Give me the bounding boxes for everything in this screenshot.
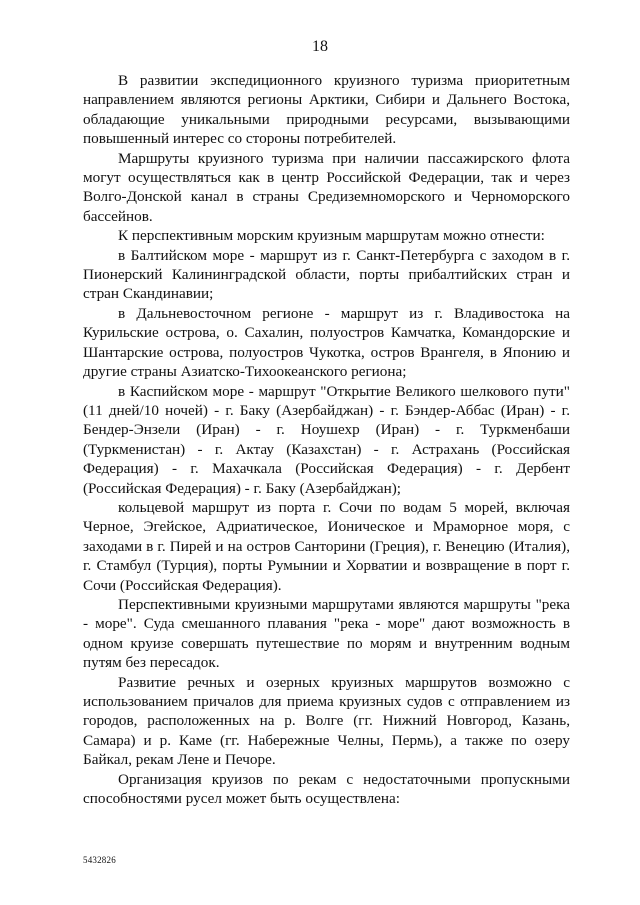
document-body <box>83 71 570 808</box>
paragraph-river-sea-routes: Перспективными круизными маршрутами являются маршруты "река - море". Суда смешанного плавания "река - море" дают возможность в одном круизе совершать путешествие по морям и внутренним водным путям без пересадок. <box>83 595 570 672</box>
paragraph-cruise-routes: Маршруты круизного туризма при наличии пассажирского флота могут осуществляться как в центр Российской Федерации, так и через Волго-Донской канал в страны Средиземноморского и Черноморского бассейнов. <box>83 149 570 225</box>
document-code: 5432826 <box>83 855 116 865</box>
paragraph-caspian-route: в Каспийском море - маршрут "Открытие Великого шелкового пути" (11 дней/10 ночей) - г. Баку (Азербайджан) - г. Бэндер-Аббас (Иран) - г. Бендер-Энзели (Иран) - г. Ноушехр (Иран) - г. Туркменбаши (Туркменистан) - г. Актау (Казахстан) - г. Астрахань (Российская Федерация) - г. Махачкала (Российская Федерация) - г. Дербент (Российская Федерация) - г. Баку (Азербайджан); <box>83 382 570 497</box>
paragraph-expedition-cruises: В развитии экспедиционного круизного туризма приоритетным направлением являются регионы Арктики, Сибири и Дальнего Востока, обладающие уникальными природными ресурсами, вызывающими повышенный интерес со стороны потребителей. <box>83 72 570 148</box>
paragraph-sea-routes-intro: К перспективным морским круизным маршрутам можно отнести: <box>118 227 545 245</box>
page-number: 18 <box>312 38 328 55</box>
paragraph-sochi-ring-route: кольцевой маршрут из порта г. Сочи по водам 5 морей, включая Черное, Эгейское, Адриатическое, Ионическое и Мраморное моря, с заходами в г. Пирей и на остров Санторини (Греция), г. Венецию (Италия), г. Стамбул (Турция), порты Румынии и Хорватии и возвращение в порт г. Сочи (Российская Федерация). <box>83 498 570 594</box>
paragraph-river-cruise-organization: Организация круизов по рекам с недостаточными пропускными способностями русел может быть осуществлена: <box>83 770 570 808</box>
paragraph-river-lake-routes: Развитие речных и озерных круизных маршрутов возможно с использованием причалов для приема круизных судов с отправлением из городов, расположенных на р. Волге (гг. Нижний Новгород, Казань, Самара) и р. Каме (гг. Набережные Челны, Пермь), а также по озеру Байкал, рекам Лене и Печоре. <box>83 673 570 769</box>
paragraph-far-east-route: в Дальневосточном регионе - маршрут из г. Владивостока на Курильские острова, о. Сахалин, полуостров Камчатка, Командорские и Шантарские острова, полуостров Чукотка, остров Врангеля, в Японию и другие страны Азиатско-Тихоокеанского региона; <box>83 304 570 381</box>
paragraph-baltic-route: в Балтийском море - маршрут из г. Санкт-Петербурга с заходом в г. Пионерский Калининградской области, порты прибалтийских стран и стран Скандинавии; <box>83 246 570 303</box>
